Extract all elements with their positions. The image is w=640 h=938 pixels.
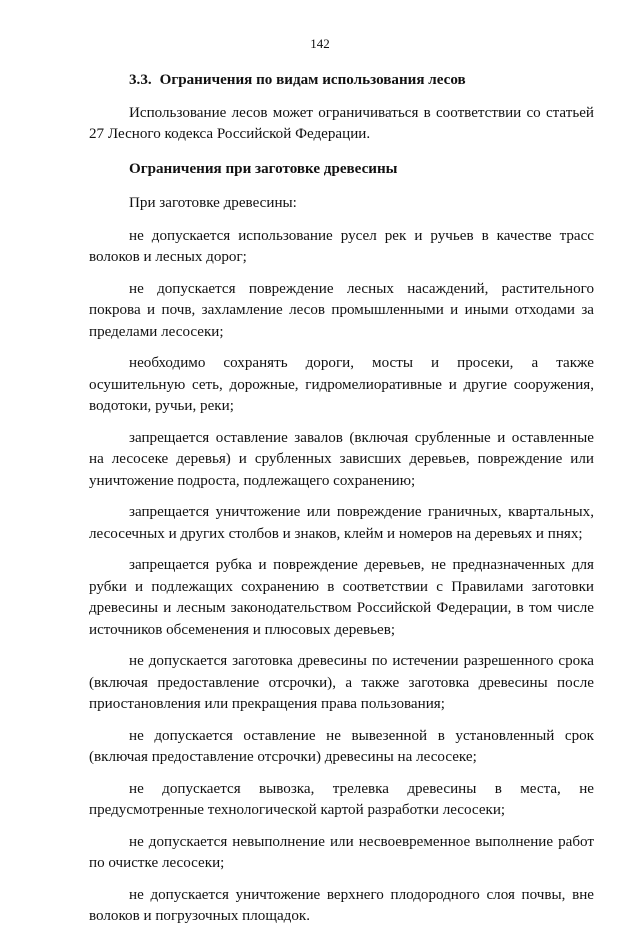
- restriction-paragraph: не допускается заготовка древесины по истечении разрешенного срока (включая предоставление отсрочки), а также заготовка древесины после приостановления или прекращения права пользования;: [89, 653, 594, 712]
- restriction-paragraph: не допускается использование русел рек и ручьев в качестве трасс волоков и лесных дорог;: [89, 227, 594, 265]
- subsection-heading: Ограничения при заготовке древесины: [129, 160, 398, 177]
- restriction-paragraph: не допускается повреждение лесных насаждений, растительного покрова и почв, захламление лесов промышленными и иными отходами за пределами лесосеки;: [89, 280, 594, 340]
- restriction-paragraph: не допускается невыполнение или несвоевременное выполнение работ по очистке лесосеки;: [89, 833, 594, 871]
- page-content: [89, 70, 594, 938]
- restriction-paragraph: необходимо сохранять дороги, мосты и просеки, а также осушительную сеть, дорожные, гидромелиоративные и другие сооружения, водотоки, ручьи, реки;: [89, 355, 594, 414]
- section-title: Ограничения по видам использования лесов: [159, 72, 466, 88]
- section-heading: [89, 70, 594, 92]
- restriction-paragraph: не допускается уничтожение верхнего плодородного слоя почвы, вне волоков и погрузочных площадок.: [89, 886, 594, 924]
- restriction-paragraph: не допускается оставление не вывезенной в установленный срок (включая предоставление отсрочки) древесины на лесосеке;: [89, 727, 594, 765]
- intro-paragraph: Использование лесов может ограничиваться в соответствии со статьей 27 Лесного кодекса Российской Федерации.: [89, 104, 594, 142]
- page-number: 142: [310, 36, 330, 51]
- section-number: 3.3.: [129, 72, 152, 88]
- restriction-paragraph: запрещается уничтожение или повреждение граничных, квартальных, лесосечных и других столбов и знаков, клейм и номеров на деревьях и пнях;: [89, 504, 594, 542]
- restriction-paragraph: не допускается вывозка, трелевка древесины в места, не предусмотренные технологической картой разработки лесосеки;: [89, 780, 594, 818]
- restriction-paragraph: запрещается рубка и повреждение деревьев, не предназначенных для рубки и подлежащих сохранению в соответствии с Правилами заготовки древесины и лесным законодательством Российской Федерации, в том числе источников обсеменения и плюсовых деревьев;: [89, 557, 594, 638]
- restriction-paragraph: запрещается оставление завалов (включая срубленные и оставленные на лесосеке деревья) и срубленных зависших деревьев, повреждение или уничтожение подроста, подлежащего сохранению;: [89, 429, 594, 489]
- lead-in-paragraph: При заготовке древесины:: [129, 195, 297, 211]
